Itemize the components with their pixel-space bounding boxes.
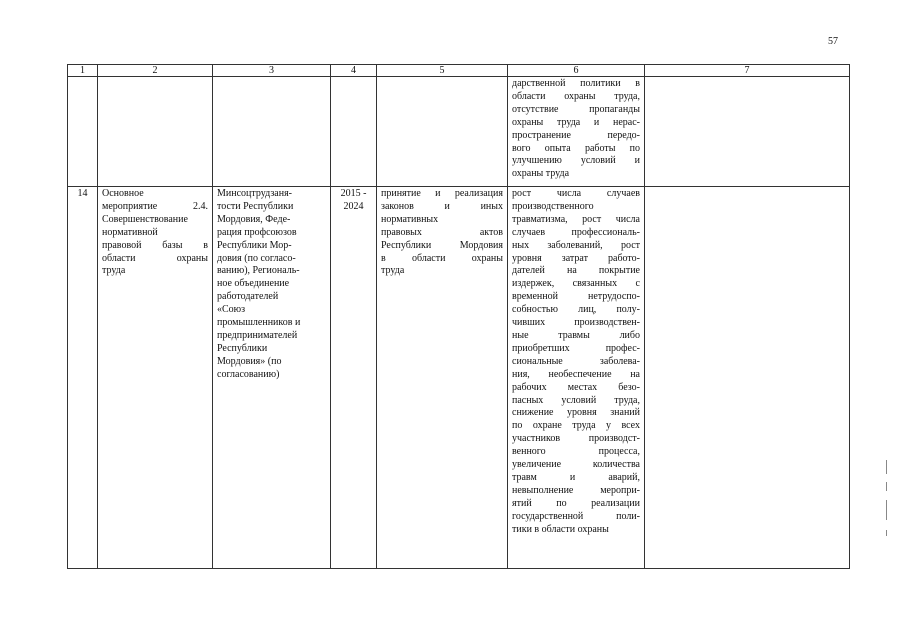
cell-text-line: труда [381, 265, 405, 277]
cell-text-line: ния, необеспечение на [512, 368, 640, 380]
cell-text-line: снижение уровня знаний [512, 407, 640, 419]
cell-text-line: ное объединение [217, 278, 290, 290]
cell-text-line: работодателей [217, 291, 279, 303]
cell-text-line: уровня затрат работо- [512, 252, 640, 264]
cell-empty [213, 77, 331, 187]
cell-empty [68, 77, 98, 187]
cell-text-line: Совершенствование [102, 213, 188, 225]
cell-text-line: принятие и реализация [381, 188, 503, 199]
cell-text-line: «Союз [217, 304, 246, 316]
cell-text-line: чивших производствен- [512, 317, 640, 329]
cell-text-line: ные травмы либо [512, 329, 640, 341]
page-number: 57 [828, 36, 838, 47]
cell-text-line: венного процесса, [512, 446, 640, 458]
cell-text-line: пространение передо- [512, 129, 640, 141]
cell-text-line: рост числа случаев [512, 188, 640, 199]
header-col-1: 1 [68, 65, 98, 77]
expected-results-cell [377, 187, 508, 569]
cell-text-line: невыполнение меропри- [512, 484, 640, 496]
header-col-4: 4 [331, 65, 377, 77]
cell-text-line: 2015 - [340, 188, 367, 199]
cell-text-line: государственной поли- [512, 510, 640, 522]
cell-text-line: Республики [217, 342, 268, 354]
cell-text-line: согласованию) [217, 368, 280, 380]
table-row-14 [68, 187, 850, 569]
cell-text-line: ных заболеваний, рост [512, 239, 640, 251]
cell-text-line: травм и аварий, [512, 471, 640, 483]
cell-text-line: промышленников и [217, 317, 301, 329]
cell-text-line: ванию), Региональ- [217, 265, 300, 277]
cell-text-line: Республики Мордовия [381, 239, 503, 251]
header-col-2: 2 [98, 65, 213, 77]
cell-text-line: Основное [102, 188, 144, 199]
cell-text-line: по охране труда у всех [512, 420, 640, 432]
cell-text-line: области охраны [102, 252, 208, 264]
risks-cell [508, 187, 645, 569]
cell-text-line: ятий по реализации [512, 497, 640, 509]
cell-text-line: правовых актов [381, 226, 503, 238]
cell-text-line: издержек, связанных с [512, 278, 640, 290]
cell-text-line: временной нетрудоспо- [512, 291, 640, 303]
cell-text-line: труда [102, 265, 126, 277]
cell-text-line: довия (по согласо- [217, 252, 296, 264]
cell-text-line: рабочих местах безо- [512, 381, 640, 393]
header-col-7: 7 [645, 65, 850, 77]
table-row-continuation [68, 77, 850, 187]
cell-text-line: Мордовия» (по [217, 355, 282, 367]
cell-text-line: предпринимателей [217, 329, 298, 341]
cell-text-line: дарственной политики в [512, 78, 640, 89]
cell-text-line: улучшению условий и [512, 155, 640, 167]
cell-empty [98, 77, 213, 187]
header-col-5: 5 [377, 65, 508, 77]
cell-text-line: сиональные заболева- [512, 355, 640, 367]
cell-text-line: в области охраны [381, 252, 503, 264]
cell-text-line: увеличение количества [512, 459, 640, 471]
cell-text-line: дателей на покрытие [512, 265, 640, 277]
cell-empty [645, 187, 850, 569]
scan-artifact [884, 460, 890, 560]
table-header-row [68, 65, 850, 77]
period-cell [331, 187, 377, 569]
cell-text-line: мероприятие 2.4. [102, 200, 208, 212]
cell-text-line: правовой базы в [102, 239, 208, 251]
cell-empty [331, 77, 377, 187]
cell-empty [377, 77, 508, 187]
cell-text-line: охраны труда и нерас- [512, 116, 640, 128]
executors-cell [213, 187, 331, 569]
cell-text-line: травматизма, рост числа [512, 213, 640, 225]
cell-text-line: пасных условий труда, [512, 394, 640, 406]
cell-text-line: рация профсоюзов [217, 226, 297, 238]
row-number-cell: 14 [68, 187, 98, 569]
cell-text-line: вого опыта работы по [512, 142, 640, 154]
cell-text-line: законов и иных [381, 200, 503, 212]
cell-text-line: нормативной [102, 226, 158, 238]
cell-text-line: производственного [512, 200, 594, 212]
risks-continuation-cell [508, 77, 645, 187]
cell-text-line: участников производст- [512, 433, 640, 445]
cell-text-line: отсутствие пропаганды [512, 103, 640, 115]
measures-table [67, 64, 850, 569]
header-col-3: 3 [213, 65, 331, 77]
cell-text-line: 2024 [343, 200, 364, 212]
cell-text-line: приобретших профес- [512, 342, 640, 354]
cell-text-line: Минсоцтрудзаня- [217, 188, 292, 199]
cell-empty [645, 77, 850, 187]
cell-text-line: Республики Мор- [217, 239, 292, 251]
cell-text-line: случаев профессиональ- [512, 226, 640, 238]
cell-text-line: области охраны труда, [512, 90, 640, 102]
cell-text-line: собностью лиц, полу- [512, 304, 640, 316]
cell-text-line: нормативных [381, 213, 439, 225]
cell-text-line: тости Республики [217, 200, 294, 212]
cell-text-line: Мордовия, Феде- [217, 213, 291, 225]
header-col-6: 6 [508, 65, 645, 77]
cell-text-line: охраны труда [512, 168, 570, 180]
cell-text-line: тики в области охраны [512, 523, 609, 535]
measure-name-cell [98, 187, 213, 569]
